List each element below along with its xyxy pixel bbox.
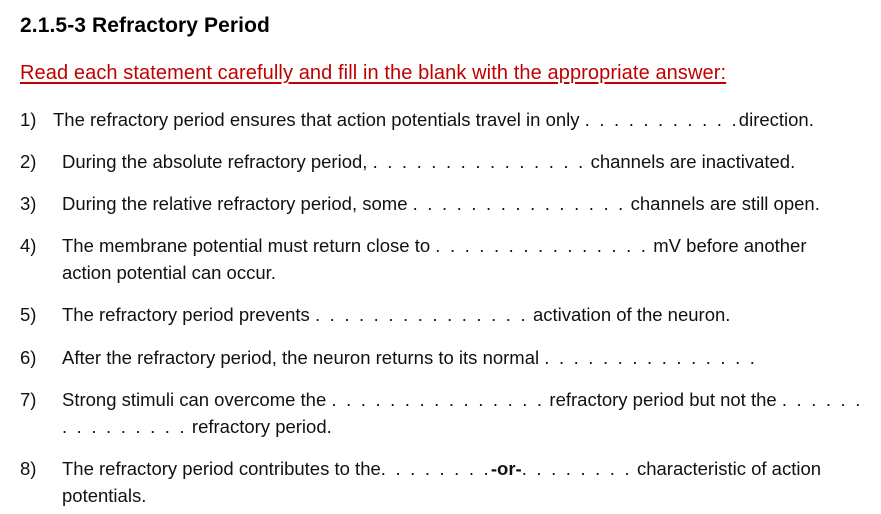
answer-blank[interactable]: . . . . . . . . . . . . . . . — [544, 347, 758, 368]
or-separator: -or- — [490, 458, 522, 479]
question-text: During the relative refractory period, some — [62, 193, 408, 214]
question-2 — [20, 148, 795, 175]
answer-blank[interactable]: . . . . . . . . . . . . . . . — [331, 389, 545, 410]
question-6 — [20, 344, 757, 371]
question-4-continuation: action potential can occur. — [62, 262, 276, 283]
question-text: After the refractory period, the neuron returns to its normal — [62, 347, 540, 368]
instruction-text: Read each statement carefully and fill in the blank with the appropriate answer: — [20, 62, 727, 84]
question-text-after: refractory period but not the — [549, 389, 777, 410]
question-number: 6) — [20, 347, 37, 368]
question-text: The refractory period ensures that action potentials travel in only — [53, 109, 580, 130]
answer-blank[interactable]: . . . . . . . . . . . . . . . — [314, 304, 528, 325]
answer-blank-second[interactable]: . . . . . . — [781, 389, 863, 410]
question-text-after: direction. — [738, 109, 814, 130]
question-7 — [20, 386, 863, 413]
answer-blank[interactable]: . . . . . . . . — [380, 458, 491, 479]
question-7-continuation — [62, 413, 332, 440]
question-number: 3) — [20, 193, 37, 214]
answer-blank[interactable]: . . . . . . . . . . . . . . . — [435, 235, 649, 256]
question-text-after: mV before another — [653, 235, 807, 256]
question-3 — [20, 190, 820, 217]
answer-blank-second-cont[interactable]: . . . . . . . . . — [62, 416, 187, 437]
answer-blank[interactable]: . . . . . . . . . . . — [584, 109, 739, 130]
question-text: The refractory period prevents — [62, 304, 310, 325]
question-4 — [20, 232, 807, 259]
question-text-after: channels are inactivated. — [590, 151, 796, 172]
answer-blank-second[interactable]: . . . . . . . . — [521, 458, 632, 479]
answer-blank[interactable]: . . . . . . . . . . . . . . . — [412, 193, 626, 214]
question-number: 2) — [20, 151, 37, 172]
question-number: 4) — [20, 235, 37, 256]
question-text: During the absolute refractory period, — [62, 151, 368, 172]
question-1 — [20, 106, 814, 133]
question-number: 7) — [20, 389, 37, 410]
question-number: 1) — [20, 109, 37, 130]
question-text: Strong stimuli can overcome the — [62, 389, 327, 410]
question-number: 8) — [20, 458, 37, 479]
question-text: The refractory period contributes to the — [62, 458, 381, 479]
answer-blank[interactable]: . . . . . . . . . . . . . . . — [372, 151, 586, 172]
question-text-after: refractory period. — [191, 416, 332, 437]
question-text-after: activation of the neuron. — [532, 304, 731, 325]
page-title: 2.1.5-3 Refractory Period — [20, 14, 270, 37]
question-number: 5) — [20, 304, 37, 325]
question-8-continuation: potentials. — [62, 485, 147, 506]
question-text-after: channels are still open. — [630, 193, 820, 214]
question-text: The membrane potential must return close to — [62, 235, 431, 256]
question-5 — [20, 301, 730, 328]
question-text-after: characteristic of action — [636, 458, 822, 479]
question-8 — [20, 455, 821, 482]
